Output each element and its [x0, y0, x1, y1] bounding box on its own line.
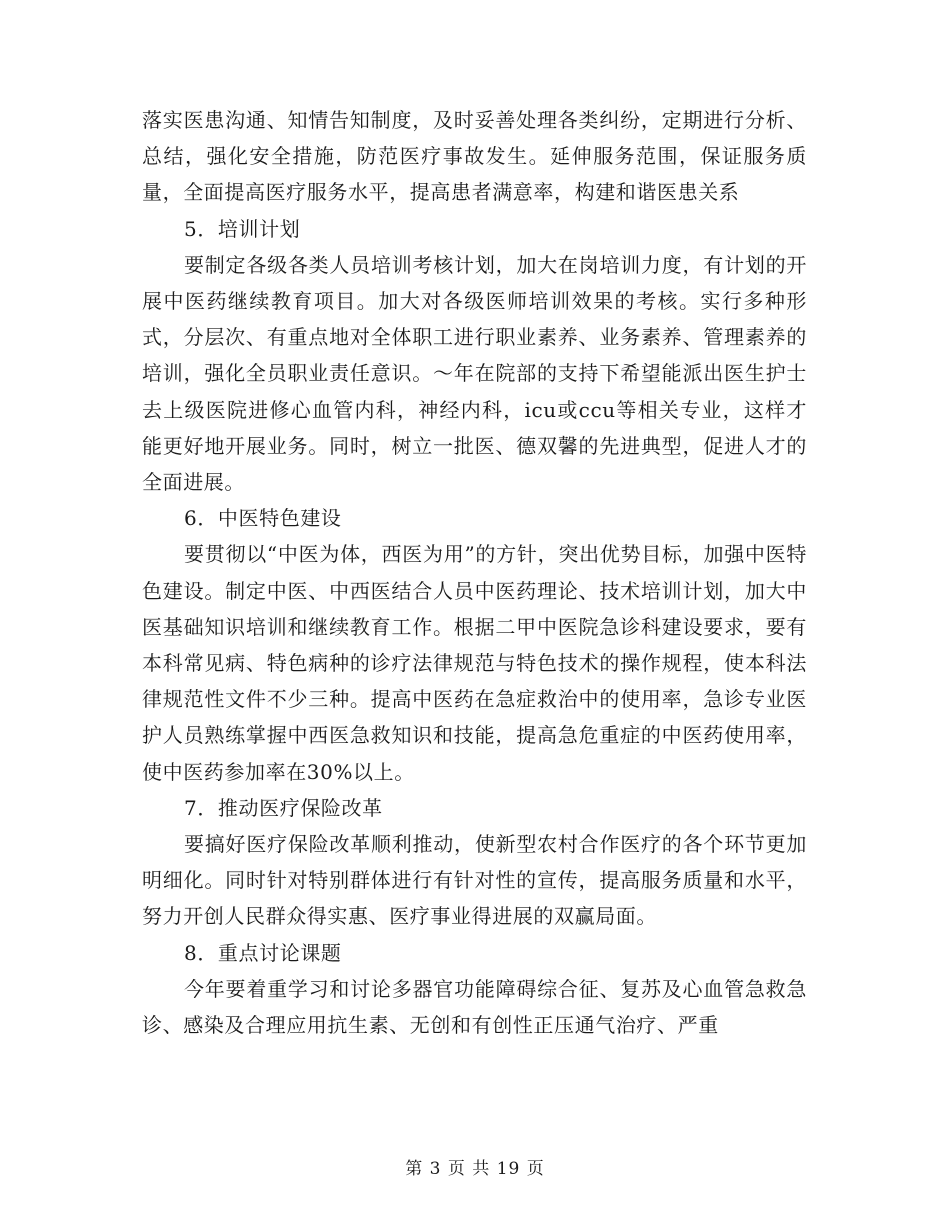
section-heading-training: 5．培训计划: [184, 216, 301, 241]
document-body: [142, 102, 807, 1043]
page-number-footer: 第 3 页 共 19 页: [405, 1159, 545, 1179]
section-heading-tcm: 6．中医特色建设: [184, 506, 342, 531]
paragraph-insurance: 要搞好医疗保险改革顺利推动，使新型农村合作医疗的各个环节更加明细化。同时针对特别群体进行有针对性的宣传，提高服务质量和水平，努力开创人民群众得实惠、医疗事业得进展的双赢局面。: [142, 832, 807, 929]
section-heading-insurance: 7．推动医疗保险改革: [184, 795, 383, 820]
section-heading-topics: 8．重点讨论课题: [184, 940, 342, 965]
paragraph-training: 要制定各级各类人员培训考核计划，加大在岗培训力度，有计划的开展中医药继续教育项目。加大对各级医师培训效果的考核。实行多种形式，分层次、有重点地对全体职工进行职业素养、业务素养、管理素养的培训，强化全员职业责任意识。～年在院部的支持下希望能派出医生护士去上级医院进修心血管内科，神经内科，icu或ccu等相关专业，这样才能更好地开展业务。同时，树立一批医、德双馨的先进典型，促进人才的全面进展。: [142, 252, 807, 495]
paragraph-tcm: 要贯彻以“中医为体，西医为用”的方针，突出优势目标，加强中医特色建设。制定中医、中西医结合人员中医药理论、技术培训计划，加大中医基础知识培训和继续教育工作。根据二甲中医院急诊科建设要求，要有本科常见病、特色病种的诊疗法律规范与特色技术的操作规程，使本科法律规范性文件不少三种。提高中医药在急症救治中的使用率，急诊专业医护人员熟练掌握中西医急救知识和技能，提高急危重症的中医药使用率，使中医药参加率在30%以上。: [142, 542, 807, 784]
paragraph-topics: 今年要着重学习和讨论多器官功能障碍综合征、复苏及心血管急救急诊、感染及合理应用抗生素、无创和有创性正压通气治疗、严重: [142, 976, 807, 1038]
paragraph-continuation: 落实医患沟通、知情告知制度，及时妥善处理各类纠纷，定期进行分析、总结，强化安全措施，防范医疗事故发生。延伸服务范围，保证服务质量，全面提高医疗服务水平，提高患者满意率，构建和谐医患关系: [142, 108, 807, 205]
